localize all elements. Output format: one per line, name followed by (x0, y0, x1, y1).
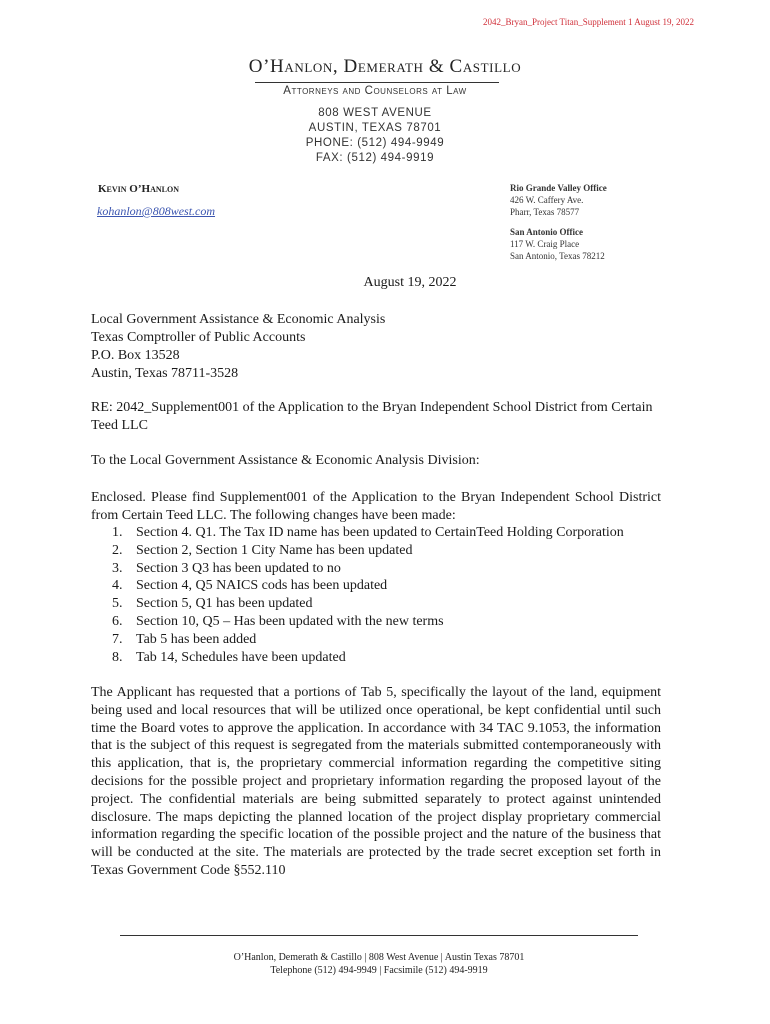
recipient-line: Texas Comptroller of Public Accounts (91, 330, 306, 345)
list-number: 6. (112, 613, 123, 629)
list-number: 8. (112, 649, 123, 665)
letter-date: August 19, 2022 (363, 275, 457, 290)
list-item (112, 542, 624, 560)
list-item (112, 577, 624, 595)
intro-paragraph: Enclosed. Please find Supplement001 of the Application to the Bryan Independent School District from Certain Teed LLC. The following changes have been made: (91, 490, 661, 523)
recipient-line: Local Government Assistance & Economic Analysis (91, 312, 386, 327)
salutation: To the Local Government Assistance & Economic Analysis Division: (91, 453, 480, 468)
recipient-line: Austin, Texas 78711-3528 (91, 366, 239, 381)
recipient-address (91, 311, 385, 383)
list-item (112, 524, 624, 542)
office-street: 117 W. Craig Place (510, 239, 580, 249)
list-number: 7. (112, 631, 123, 647)
list-text: Section 3 Q3 has been updated to no (136, 560, 341, 576)
address-fax: FAX: (512) 494-9919 (315, 152, 435, 164)
office-street: 426 W. Caffery Ave. (510, 195, 584, 205)
list-item (112, 613, 624, 631)
document-reference: 2042_Bryan_Project Titan_Supplement 1 August 19, 2022 (482, 17, 694, 27)
list-number: 4. (112, 578, 123, 594)
firm-tagline: Attorneys and Counselors at Law (283, 85, 467, 97)
list-text: Tab 14, Schedules have been updated (136, 649, 346, 665)
list-item (112, 631, 624, 649)
address-city: AUSTIN, TEXAS 78701 (308, 122, 442, 134)
office-name: San Antonio Office (510, 227, 584, 237)
office-city: Pharr, Texas 78577 (510, 207, 580, 217)
list-number: 2. (112, 542, 123, 558)
office-san-antonio (510, 226, 605, 262)
list-number: 3. (112, 560, 123, 576)
firm-address-block (0, 106, 750, 166)
office-name: Rio Grande Valley Office (510, 183, 607, 193)
footer-divider (120, 935, 638, 936)
list-text: Section 10, Q5 – Has been updated with the new terms (136, 613, 444, 629)
list-text: Section 2, Section 1 City Name has been updated (136, 542, 413, 558)
office-rio-grande (510, 182, 607, 218)
office-city: San Antonio, Texas 78212 (510, 251, 605, 261)
list-item (112, 649, 624, 667)
confidentiality-paragraph: The Applicant has requested that a portions of Tab 5, specifically the layout of the land, equipment being used and local resources that will be utilized once operational, be kept confidential until such time the Board votes to approve the application. In accordance with 34 TAC 9.1053, the information that is the subject of this request is segregated from the materials submitted contemporaneously with this application, that is, the proprietary commercial information regarding the competitive siting decisions for the possible project and proprietary information regarding the proposed layout of the project. The confidential materials are being submitted separately to protect against unintended disclosure. The maps depicting the planned location of the project display proprietary commercial information regarding the specific location of the possible project and the nature of the business that will be conducted at the site. The materials are protected by the trade secret exception set forth in Texas Government Code §552.110 (91, 685, 661, 878)
list-number: 5. (112, 596, 123, 612)
changes-list (112, 524, 624, 666)
address-street: 808 WEST AVENUE (318, 107, 432, 119)
list-number: 1. (112, 525, 123, 540)
firm-name: O’Hanlon, Demerath & Castillo (248, 56, 522, 77)
list-text: Section 4. Q1. The Tax ID name has been updated to CertainTeed Holding Corporation (136, 525, 624, 540)
footer (0, 951, 758, 977)
list-item (112, 595, 624, 613)
footer-contact: Telephone (512) 494-9949 | Facsimile (512) 494-9919 (270, 965, 488, 976)
list-item (112, 560, 624, 578)
address-phone: PHONE: (512) 494-9949 (305, 137, 445, 149)
list-text: Section 4, Q5 NAICS cods has been updated (136, 578, 388, 594)
attorney-name: Kevin O’Hanlon (98, 183, 179, 195)
re-line: RE: 2042_Supplement001 of the Application to the Bryan Independent School District from Certain Teed LLC (91, 400, 653, 433)
list-text: Section 5, Q1 has been updated (136, 596, 313, 612)
recipient-line: P.O. Box 13528 (91, 348, 180, 363)
list-text: Tab 5 has been added (136, 631, 257, 647)
attorney-email-link[interactable]: kohanlon@808west.com (97, 204, 216, 218)
footer-address: O’Hanlon, Demerath & Castillo | 808 West Avenue | Austin Texas 78701 (233, 952, 525, 963)
firm-name-divider (255, 82, 499, 83)
